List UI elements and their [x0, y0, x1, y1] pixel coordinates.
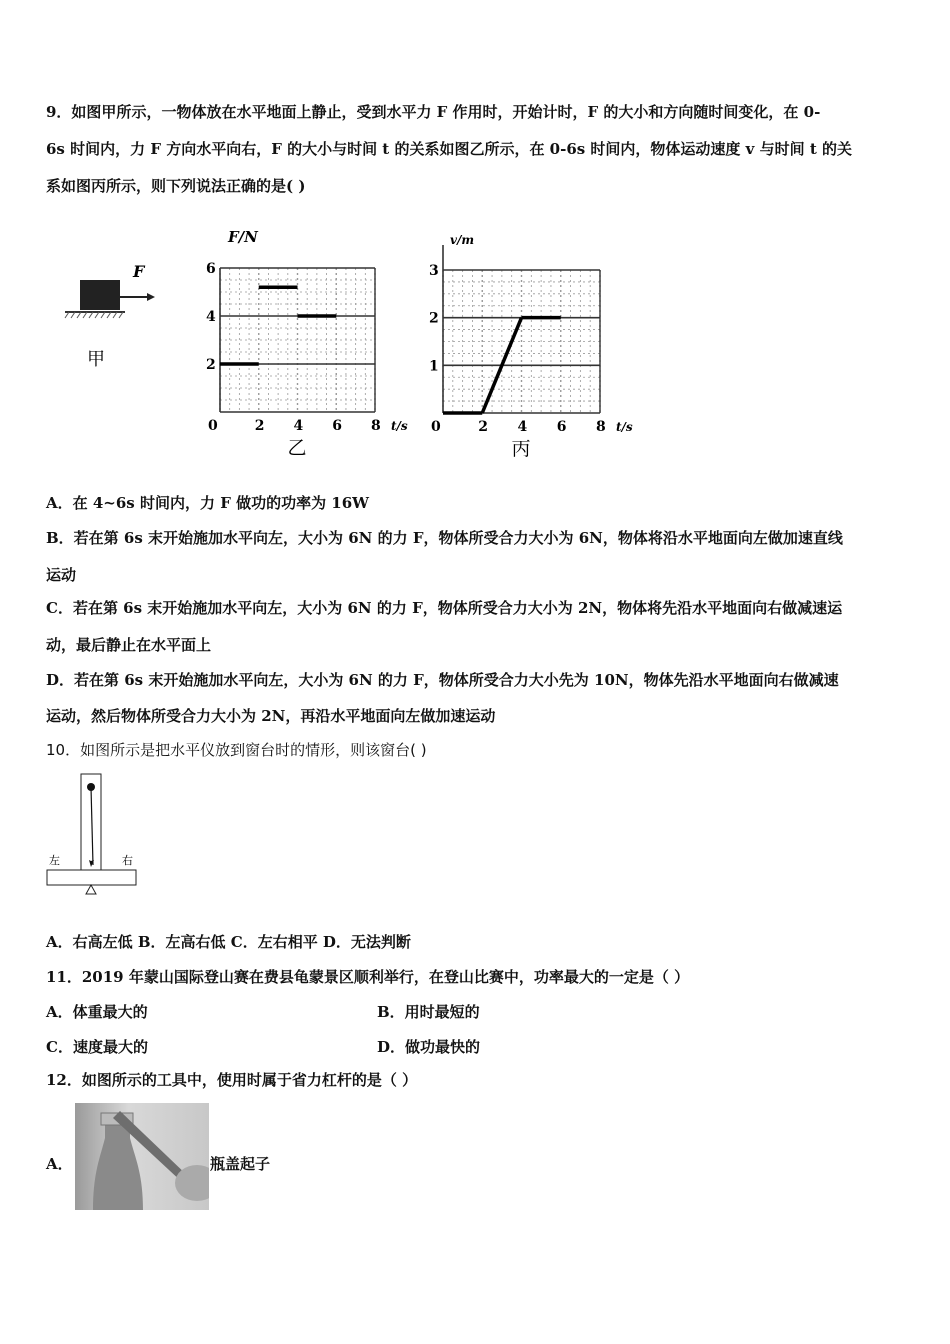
y-tick-label: 4 — [206, 309, 216, 325]
q9-option-c-line-1: C．若在第 6s 末开始施加水平向左，大小为 6N 的力 F，物体所受合力大小为 2N，物体将先沿水平地面向右做减速运 — [46, 599, 843, 617]
chart-title: 乙 — [287, 437, 307, 459]
x-tick-label: 6 — [332, 418, 342, 434]
bottle-opener-photo — [75, 1103, 209, 1210]
q9-stem-line-3: 系如图丙所示，则下列说法正确的是( ) — [46, 177, 306, 195]
x-axis-label: t/s — [391, 419, 408, 433]
chart-1 — [429, 233, 633, 460]
chart-0 — [206, 228, 408, 459]
q9-option-d-line-1: D．若在第 6s 末开始施加水平向左，大小为 6N 的力 F，物体所受合力大小先为 10N，物体先沿水平地面向右做减速 — [46, 671, 839, 689]
x-tick-label: 8 — [596, 419, 606, 435]
x-tick-label: 0 — [431, 419, 441, 435]
q12-option-a-label: 瓶盖起子 — [210, 1155, 271, 1173]
q9-option-d-line-2: 运动，然后物体所受合力大小为 2N，再沿水平地面向左做加速运动 — [46, 707, 496, 725]
x-tick-label: 4 — [293, 418, 304, 434]
q9-option-a: A．在 4~6s 时间内，力 F 做功的功率为 16W — [46, 494, 370, 512]
level-base — [47, 870, 136, 885]
q9-stem-line-2: 6s 时间内，力 F 方向水平向右，F 的大小与时间 t 的关系如图乙所示，在 0-6s 时间内，物体运动速度 v 与时间 t 的关 — [46, 140, 852, 158]
x-tick-label: 8 — [371, 418, 381, 434]
q9-option-b-line-2: 运动 — [46, 566, 77, 584]
x-tick-label: 2 — [254, 418, 265, 434]
y-tick-label: 6 — [206, 261, 216, 277]
fulcrum-triangle-icon — [86, 885, 96, 894]
q10-stem: 10．如图所示是把水平仪放到窗台时的情形，则该窗台( ) — [46, 741, 427, 759]
q12-stem: 12．如图所示的工具中，使用时属于省力杠杆的是（ ） — [46, 1071, 418, 1089]
q10-options: A．右高左低 B．左高右低 C．左右相平 D．无法判断 — [46, 933, 411, 951]
force-label: F — [133, 262, 145, 281]
x-tick-label: 0 — [208, 418, 218, 434]
left-label: 左 — [49, 854, 60, 867]
y-tick-label: 3 — [429, 263, 439, 279]
q9-option-b-line-1: B．若在第 6s 末开始施加水平向左，大小为 6N 的力 F，物体所受合力大小为 6N，物体将沿水平地面向左做加速直线 — [46, 529, 843, 547]
q9-option-c-line-2: 动，最后静止在水平面上 — [46, 636, 212, 654]
spirit-level-figure — [40, 770, 150, 900]
q11-option-d: D．做功最快的 — [377, 1038, 481, 1056]
y-tick-label: 2 — [429, 310, 439, 327]
x-axis-label: t/s — [616, 420, 633, 434]
y-tick-label: 1 — [429, 358, 439, 375]
caption-jia: 甲 — [87, 349, 105, 370]
chart-title: 丙 — [511, 438, 531, 460]
right-label: 右 — [122, 854, 133, 867]
q11-option-b: B．用时最短的 — [377, 1003, 480, 1021]
x-tick-label: 4 — [517, 419, 528, 435]
x-tick-label: 6 — [556, 419, 567, 435]
q11-option-c: C．速度最大的 — [46, 1038, 148, 1056]
y-axis-label: F/N — [228, 228, 258, 246]
bottle-opener-illustration — [75, 1103, 209, 1210]
q11-option-a: A．体重最大的 — [46, 1003, 148, 1021]
q9-stem-line-1: 9．如图甲所示，一物体放在水平地面上静止，受到水平力 F 作用时，开始计时，F 的大小和方向随时间变化，在 0- — [46, 103, 821, 121]
y-tick-label: 2 — [206, 357, 216, 373]
q12-option-a-letter: A． — [46, 1155, 73, 1173]
x-tick-label: 2 — [478, 419, 488, 435]
q11-stem: 11．2019 年蒙山国际登山赛在费县龟蒙景区顺利举行，在登山比赛中，功率最大的一定是（ ） — [46, 968, 690, 986]
y-axis-label: v/m — [450, 233, 475, 247]
charts-svg — [0, 0, 950, 480]
